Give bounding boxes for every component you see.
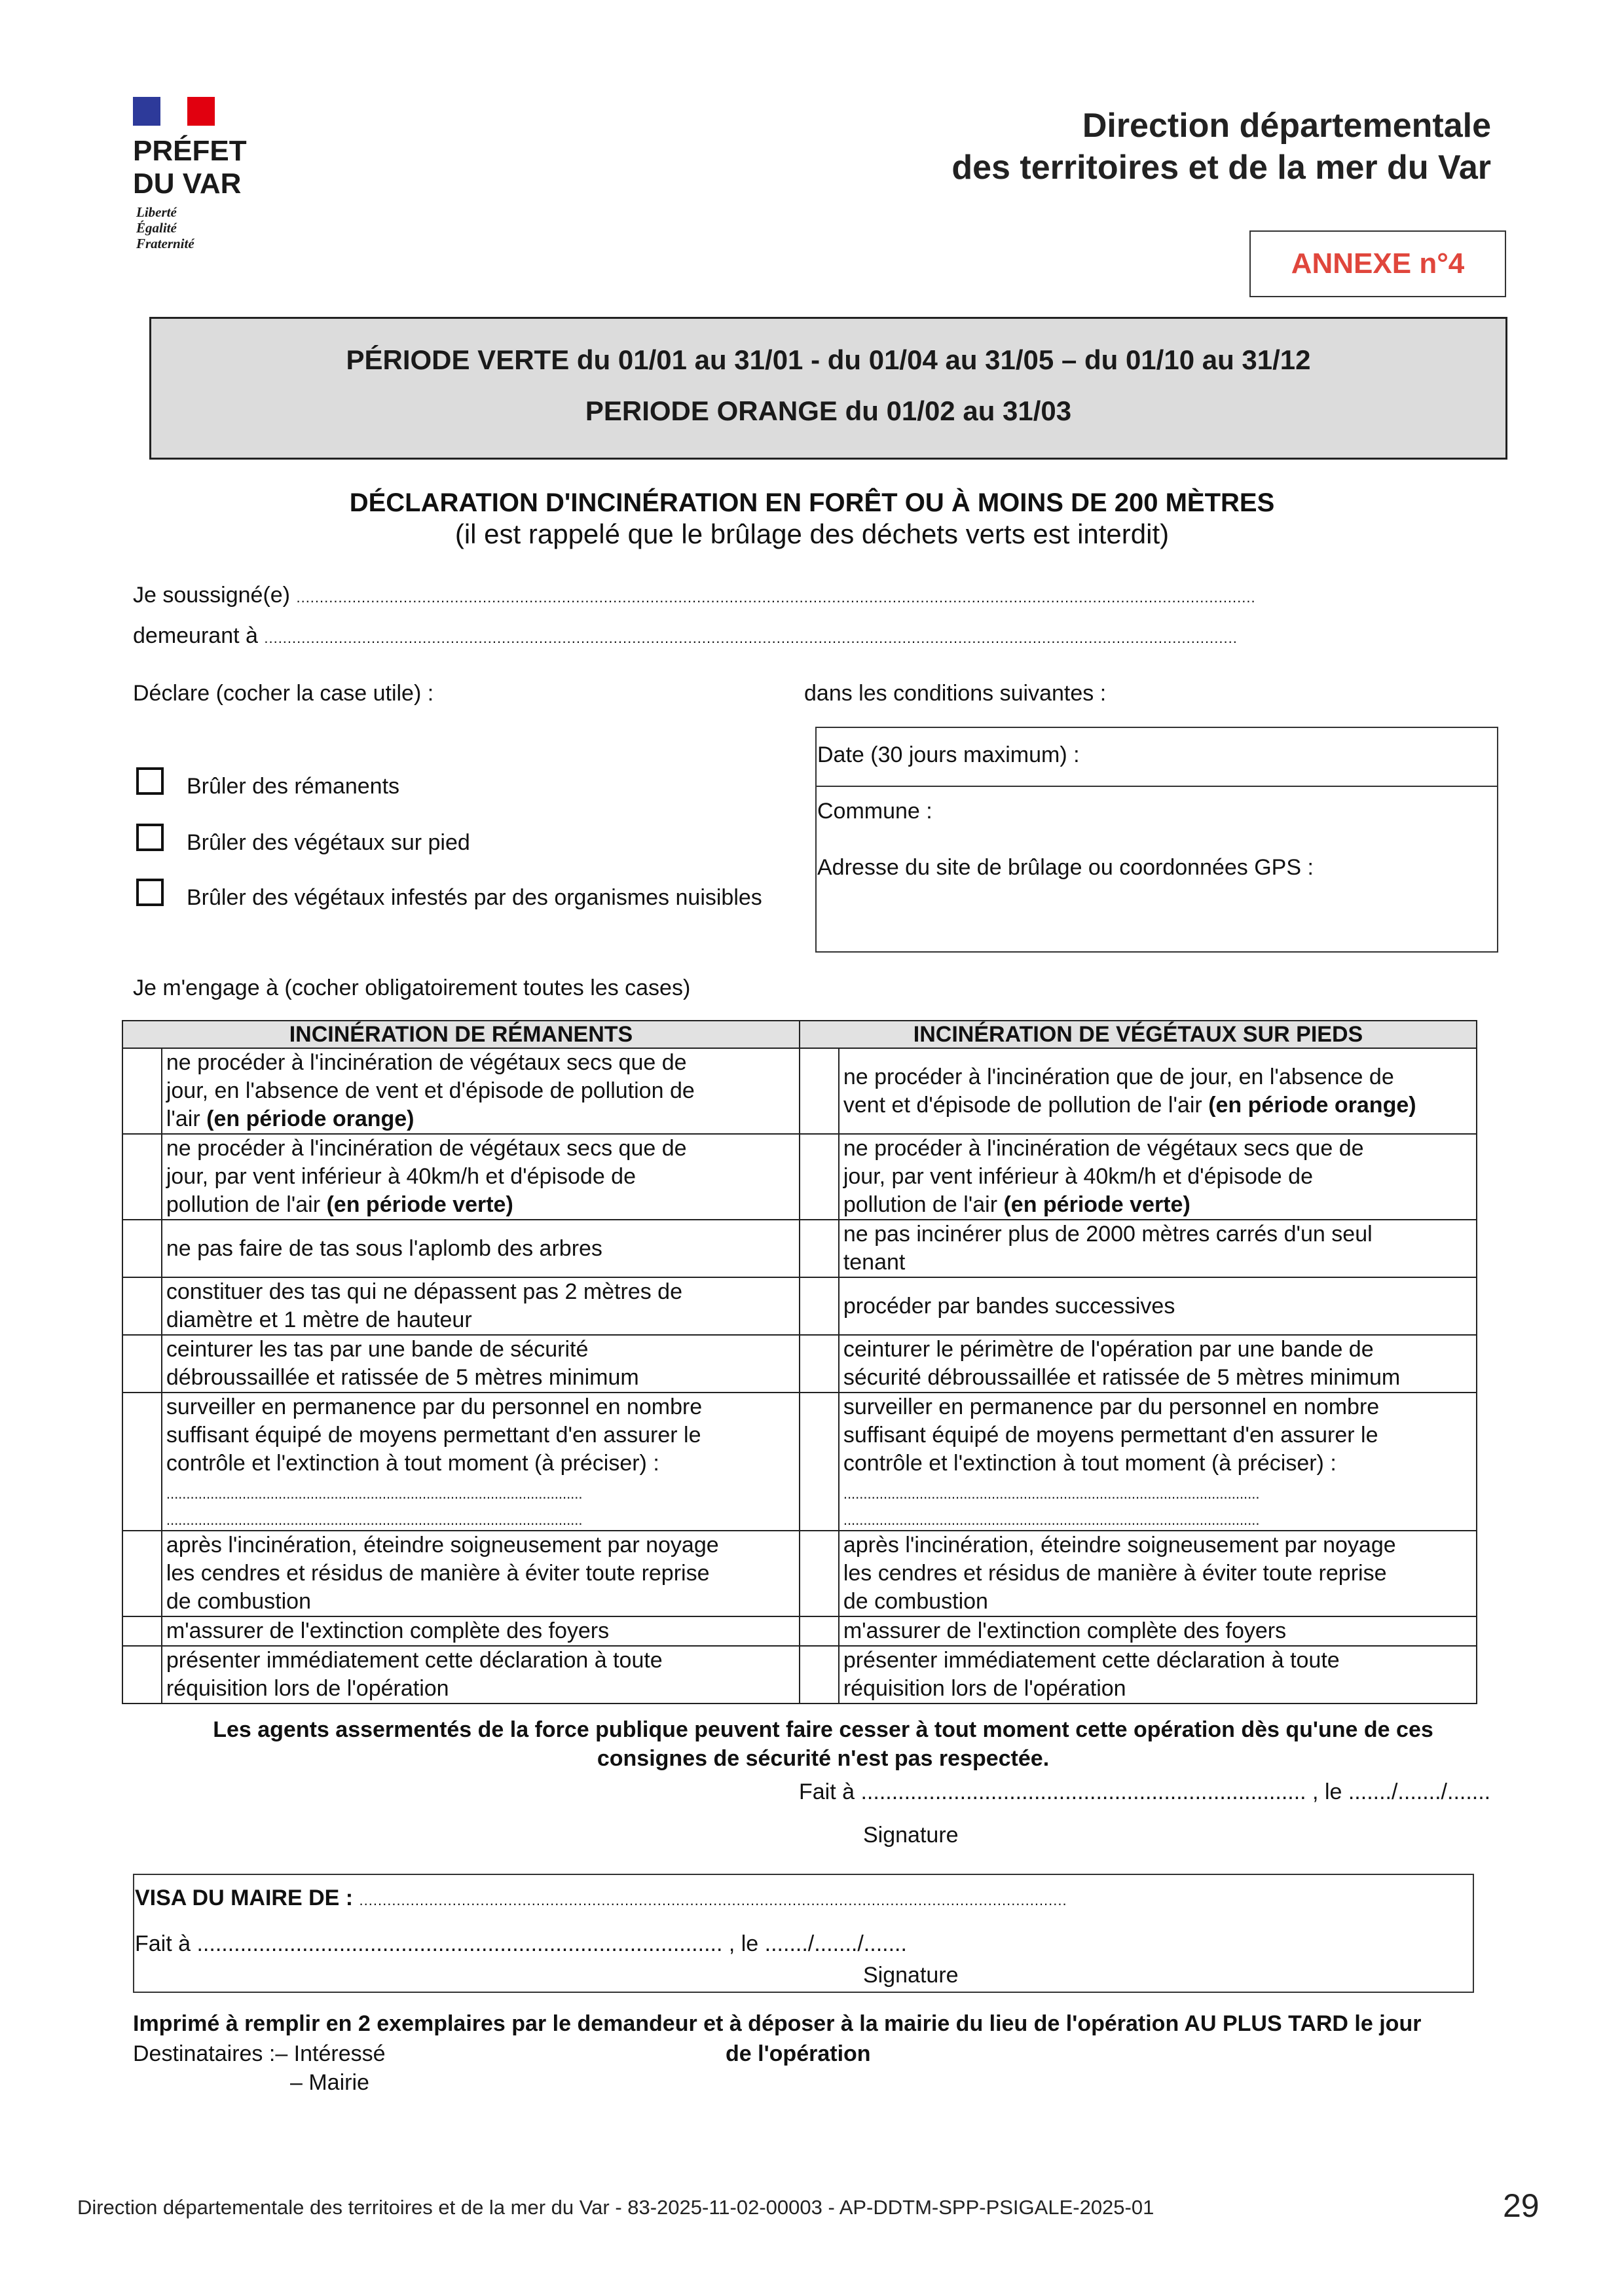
visa-signature-label: Signature (863, 1963, 959, 1988)
declaration-subtitle: (il est rappelé que le brûlage des déchets verts est interdit) (454, 519, 1170, 549)
commitment-line-text: m'assurer de l'extinction complète des foyers (166, 1618, 610, 1643)
commitment-line (843, 1478, 1472, 1504)
date-field[interactable]: Date (30 jours maximum) : (817, 742, 1080, 767)
commitment-line (166, 1647, 795, 1675)
commitment-line (843, 1163, 1472, 1191)
commitment-line-text: ........................................................................................................ (843, 1512, 1260, 1528)
commitment-line (166, 1675, 795, 1703)
commitment-line (166, 1191, 795, 1219)
commitment-line-text: ne pas faire de tas sous l'aplomb des arbres (166, 1235, 602, 1261)
commitment-line (843, 1393, 1472, 1421)
left-checkbox-cell[interactable] (122, 1277, 162, 1335)
commitment-line-text: surveiller en permanence par du personnel en nombre (166, 1394, 703, 1419)
direction-line-1: Direction départementale (1082, 107, 1491, 145)
commitment-line (843, 1364, 1472, 1392)
commitment-line-text: ceinturer le périmètre de l'opération par une bande de (843, 1337, 1374, 1362)
commitment-line-text: réquisition lors de l'opération (843, 1676, 1126, 1701)
left-commitment-text (162, 1393, 800, 1531)
commitment-line-text: sécurité débroussaillée et ratissée de 5 mètres minimum (843, 1365, 1401, 1390)
commitment-line (843, 1504, 1472, 1530)
right-commitment-text (839, 1531, 1477, 1616)
devise (136, 204, 194, 251)
left-commitment-text (162, 1134, 800, 1220)
right-checkbox-cell[interactable] (800, 1616, 839, 1646)
commitment-line (843, 1091, 1472, 1120)
commitment-line (843, 1336, 1472, 1364)
soussigne-line (133, 583, 1256, 608)
left-commitment-text (162, 1335, 800, 1393)
commitment-line (843, 1220, 1472, 1248)
commitment-line (166, 1135, 795, 1163)
visa-commune-field[interactable]: ........................................................................................................................................................ (359, 1892, 1067, 1908)
commitment-line (843, 1647, 1472, 1675)
commitment-line (843, 1449, 1472, 1478)
commitment-line-text: pollution de l'air (843, 1192, 1004, 1217)
commitment-line-text: présenter immédiatement cette déclaration à toute (843, 1648, 1340, 1673)
left-commitment-text (162, 1616, 800, 1646)
left-checkbox-cell[interactable] (122, 1616, 162, 1646)
commitment-line (166, 1478, 795, 1504)
warning-line-1: Les agents assermentés de la force publique peuvent faire cesser à tout moment cette opération dès qu'une de ces (213, 1717, 1433, 1742)
signature-label: Signature (863, 1823, 959, 1848)
demeurant-label: demeurant à (133, 623, 258, 648)
commitment-line-text: ........................................................................................................ (166, 1485, 583, 1502)
commitment-line (843, 1191, 1472, 1219)
visa-fait-a-field[interactable]: Fait à ..................................................................................... , le ......./......./....... (135, 1931, 907, 1956)
period-emphasis: (en période orange) (1208, 1092, 1416, 1118)
table-row (122, 1393, 1477, 1531)
left-checkbox-cell[interactable] (122, 1646, 162, 1704)
table-row (122, 1134, 1477, 1220)
table-row (122, 1616, 1477, 1646)
commitment-line-text: m'assurer de l'extinction complète des foyers (843, 1618, 1287, 1643)
table-row (122, 1531, 1477, 1616)
commitment-line-text: après l'incinération, éteindre soigneusement par noyage (843, 1533, 1396, 1558)
commitment-line-text: contrôle et l'extinction à tout moment (à préciser) : (166, 1451, 659, 1476)
fait-a-field[interactable]: Fait à ........................................................................ , le ......./......./....... (799, 1779, 1491, 1804)
commitment-line (843, 1588, 1472, 1616)
left-commitment-text (162, 1646, 800, 1704)
commitment-line (166, 1049, 795, 1077)
commitment-line-text: débroussaillée et ratissée de 5 mètres minimum (166, 1365, 639, 1390)
commitment-line (843, 1559, 1472, 1588)
left-checkbox-cell[interactable] (122, 1048, 162, 1134)
commitment-line-text: suffisant équipé de moyens permettant d'en assurer le (166, 1423, 701, 1448)
commitment-line (843, 1531, 1472, 1559)
commitment-line (166, 1504, 795, 1530)
period-emphasis: (en période orange) (206, 1106, 415, 1131)
option-vegetaux-infestes: Brûler des végétaux infestés par des organismes nuisibles (187, 885, 762, 910)
right-commitment-text (839, 1220, 1477, 1277)
instructions-line-1: Imprimé à remplir en 2 exemplaires par le demandeur et à déposer à la mairie du lieu de l'opération AU PLUS TARD le jour (133, 2011, 1422, 2036)
prefet-line-1: PRÉFET (133, 135, 247, 167)
warning-text (149, 1715, 1497, 1773)
left-commitment-text (162, 1531, 800, 1616)
commitment-line-text: ne procéder à l'incinération de végétaux secs que de (843, 1136, 1364, 1161)
commitment-line-text: ........................................................................................................ (166, 1512, 583, 1528)
right-checkbox-cell[interactable] (800, 1277, 839, 1335)
commitment-line-text: suffisant équipé de moyens permettant d'en assurer le (843, 1423, 1378, 1448)
commitment-line-text: ne procéder à l'incinération de végétaux secs que de (166, 1136, 687, 1161)
conditions-label: dans les conditions suivantes : (804, 681, 1107, 706)
commitment-line (166, 1559, 795, 1588)
marianne-flag-logo (133, 97, 215, 126)
left-commitment-text (162, 1048, 800, 1134)
commitment-line-text: de combustion (843, 1589, 988, 1614)
visa-title (135, 1886, 1067, 1911)
commitment-line-text: l'air (166, 1106, 207, 1131)
commitment-line-text: surveiller en permanence par du personnel en nombre (843, 1394, 1380, 1419)
declaration-title: DÉCLARATION D'INCINÉRATION EN FORÊT OU À MOINS DE 200 MÈTRES (349, 488, 1275, 517)
right-checkbox-cell[interactable] (800, 1646, 839, 1704)
engagement-table (122, 1020, 1477, 1704)
period-verte: PÉRIODE VERTE du 01/01 au 31/01 - du 01/04 au 31/05 – du 01/10 au 31/12 (346, 344, 1311, 375)
commitment-line-text: contrôle et l'extinction à tout moment (à préciser) : (843, 1451, 1337, 1476)
right-commitment-text (839, 1393, 1477, 1531)
commitment-line-text: les cendres et résidus de manière à éviter toute reprise (166, 1561, 710, 1586)
commitment-line-text: pollution de l'air (166, 1192, 327, 1217)
commitment-line-text: ne procéder à l'incinération que de jour, en l'absence de (843, 1064, 1394, 1089)
commitment-line-text: réquisition lors de l'opération (166, 1676, 449, 1701)
commitment-line (166, 1531, 795, 1559)
annexe-badge: ANNEXE n°4 (1249, 230, 1506, 297)
commitment-line (166, 1306, 795, 1334)
commitment-line (166, 1105, 795, 1133)
direction-heading (951, 105, 1491, 189)
commitment-line-text: tenant (843, 1250, 906, 1275)
commitment-line-text: jour, par vent inférieur à 40km/h et d'épisode de (166, 1164, 636, 1189)
commitment-line (843, 1248, 1472, 1277)
period-emphasis: (en période verte) (326, 1192, 513, 1217)
checkbox-remanents[interactable] (136, 767, 164, 795)
right-checkbox-cell[interactable] (800, 1335, 839, 1393)
right-commitment-text (839, 1616, 1477, 1646)
commitment-line (166, 1235, 795, 1263)
commitment-line (843, 1617, 1472, 1645)
commitment-line (843, 1421, 1472, 1449)
commitment-line-text: jour, en l'absence de vent et d'épisode de pollution de (166, 1078, 695, 1103)
commitment-line (166, 1421, 795, 1449)
commitment-line-text: ceinturer les tas par une bande de sécurité (166, 1337, 589, 1362)
commune-field[interactable]: Commune : (817, 799, 932, 824)
header-vegetaux: INCINÉRATION DE VÉGÉTAUX SUR PIEDS (800, 1021, 1477, 1048)
commitment-line (166, 1393, 795, 1421)
commitment-line (843, 1135, 1472, 1163)
footer-text: Direction départementale des territoires et de la mer du Var - 83-2025-11-02-00003 - AP-DDTM-SPP-PSIGALE-2025-01 (77, 2196, 1154, 2219)
right-commitment-text (839, 1277, 1477, 1335)
destinataire-mairie: – Mairie (290, 2070, 369, 2095)
devise-fraternite: Fraternité (136, 236, 194, 251)
table-row (122, 1277, 1477, 1335)
left-commitment-text (162, 1220, 800, 1277)
left-checkbox-cell[interactable] (122, 1531, 162, 1616)
commitment-line (843, 1675, 1472, 1703)
destinataires-label: Destinataires :– Intéressé (133, 2041, 386, 2066)
table-row (122, 1646, 1477, 1704)
left-commitment-text (162, 1277, 800, 1335)
commitment-line (166, 1364, 795, 1392)
right-checkbox-cell[interactable] (800, 1393, 839, 1531)
checkbox-vegetaux-sur-pied[interactable] (136, 824, 164, 851)
commitment-line (166, 1617, 795, 1645)
warning-line-2: consignes de sécurité n'est pas respectée. (597, 1746, 1050, 1771)
table-header-row (122, 1021, 1477, 1048)
commitment-line (166, 1336, 795, 1364)
right-checkbox-cell[interactable] (800, 1134, 839, 1220)
table-row (122, 1220, 1477, 1277)
right-commitment-text (839, 1134, 1477, 1220)
left-checkbox-cell[interactable] (122, 1393, 162, 1531)
commitment-line-text: présenter immédiatement cette déclaration à toute (166, 1648, 663, 1673)
declare-label: Déclare (cocher la case utile) : (133, 681, 434, 706)
commitment-line (166, 1163, 795, 1191)
instructions-line-2: de l'opération (726, 2041, 871, 2066)
checkbox-vegetaux-infestes[interactable] (136, 879, 164, 906)
commitment-line-text: ........................................................................................................ (843, 1485, 1260, 1502)
commitment-line (166, 1588, 795, 1616)
commitment-line-text: diamètre et 1 mètre de hauteur (166, 1307, 472, 1332)
prefet-line-2: DU VAR (133, 168, 242, 200)
devise-liberte: Liberté (136, 204, 177, 220)
right-checkbox-cell[interactable] (800, 1531, 839, 1616)
period-emphasis: (en période verte) (1003, 1192, 1190, 1217)
commitment-line-text: après l'incinération, éteindre soigneusement par noyage (166, 1533, 719, 1558)
left-checkbox-cell[interactable] (122, 1220, 162, 1277)
period-banner (149, 317, 1507, 460)
direction-line-2: des territoires et de la mer du Var (951, 149, 1491, 187)
soussigne-field[interactable]: .............................................................................................................................................................................................................. (296, 589, 1256, 606)
commitment-line-text: ne pas incinérer plus de 2000 mètres carrés d'un seul (843, 1222, 1373, 1247)
right-commitment-text (839, 1048, 1477, 1134)
visa-title-label: VISA DU MAIRE DE : (135, 1886, 354, 1910)
option-remanents: Brûler des rémanents (187, 774, 400, 799)
commitment-line-text: les cendres et résidus de manière à éviter toute reprise (843, 1561, 1387, 1586)
commitment-line (166, 1278, 795, 1306)
commitment-line-text: constituer des tas qui ne dépassent pas 2 mètres de (166, 1279, 682, 1304)
devise-egalite: Égalité (136, 220, 177, 236)
commitment-line (166, 1449, 795, 1478)
period-orange: PERIODE ORANGE du 01/02 au 31/03 (585, 395, 1072, 426)
commitment-line-text: procéder par bandes successives (843, 1293, 1175, 1319)
prefet-logo-text (133, 135, 247, 200)
option-vegetaux-sur-pied: Brûler des végétaux sur pied (187, 830, 470, 855)
soussigne-label: Je soussigné(e) (133, 583, 291, 608)
right-commitment-text (839, 1335, 1477, 1393)
left-checkbox-cell[interactable] (122, 1134, 162, 1220)
commitment-line-text: jour, par vent inférieur à 40km/h et d'épisode de (843, 1164, 1313, 1189)
demeurant-line (133, 623, 1238, 649)
table-row (122, 1335, 1477, 1393)
commitment-line (843, 1063, 1472, 1091)
header-remanents: INCINÉRATION DE RÉMANENTS (122, 1021, 800, 1048)
commitment-line-text: vent et d'épisode de pollution de l'air (843, 1092, 1209, 1118)
engage-label: Je m'engage à (cocher obligatoirement toutes les cases) (133, 975, 691, 1000)
demeurant-field[interactable]: ................................................................................................................................................................................................................. (264, 630, 1238, 646)
commitment-line (843, 1292, 1472, 1321)
left-checkbox-cell[interactable] (122, 1335, 162, 1393)
right-checkbox-cell[interactable] (800, 1048, 839, 1134)
commitment-line-text: de combustion (166, 1589, 311, 1614)
right-commitment-text (839, 1646, 1477, 1704)
table-row (122, 1048, 1477, 1134)
commitment-line-text: ne procéder à l'incinération de végétaux secs que de (166, 1050, 687, 1075)
adresse-field[interactable]: Adresse du site de brûlage ou coordonnées GPS : (817, 855, 1314, 880)
commitment-line (166, 1077, 795, 1105)
page-number: 29 (1503, 2187, 1540, 2224)
right-checkbox-cell[interactable] (800, 1220, 839, 1277)
